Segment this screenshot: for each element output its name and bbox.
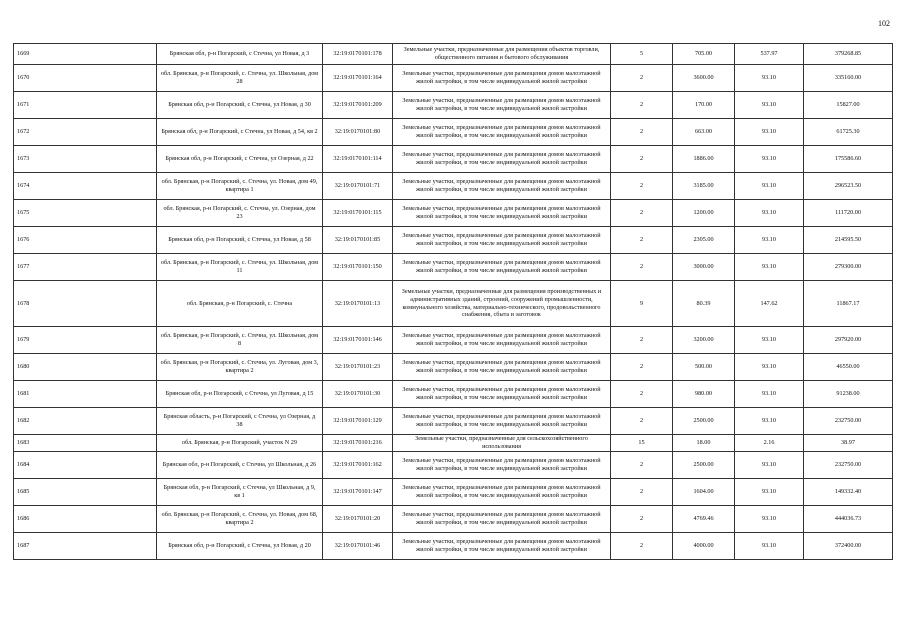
- cadastral-number-cell: 32:19:0170101:23: [323, 354, 393, 381]
- cadastral-number-cell: 32:19:0170101:46: [323, 533, 393, 560]
- area-cell: 980.00: [673, 381, 735, 408]
- specific-value-cell: 93.10: [735, 479, 804, 506]
- cadastral-number-cell: 32:19:0170101:114: [323, 146, 393, 173]
- cadastral-value-cell: 46550.00: [804, 354, 893, 381]
- cadastral-value-cell: 149332.40: [804, 479, 893, 506]
- area-cell: 4769.46: [673, 506, 735, 533]
- cadastral-number-cell: 32:19:0170101:209: [323, 92, 393, 119]
- row-number: 1687: [14, 533, 157, 560]
- row-number: 1679: [14, 327, 157, 354]
- specific-value-cell: 93.10: [735, 408, 804, 435]
- cadastral-value-cell: 175586.60: [804, 146, 893, 173]
- cadastral-value-cell: 11867.17: [804, 281, 893, 327]
- group-cell: 2: [611, 200, 673, 227]
- land-use-cell: Земельные участки, предназначенные для размещения домов малоэтажной жилой застройки, в том числе индивидуальной жилой застройки: [393, 408, 611, 435]
- table-row: [14, 200, 893, 227]
- row-number: 1673: [14, 146, 157, 173]
- area-cell: 705.00: [673, 44, 735, 65]
- specific-value-cell: 93.10: [735, 327, 804, 354]
- group-cell: 2: [611, 533, 673, 560]
- group-cell: 2: [611, 354, 673, 381]
- table-body: [14, 44, 893, 560]
- land-parcel-table: [13, 43, 892, 560]
- specific-value-cell: 93.10: [735, 119, 804, 146]
- land-use-cell: Земельные участки, предназначенные для размещения домов малоэтажной жилой застройки, в том числе индивидуальной жилой застройки: [393, 173, 611, 200]
- group-cell: 2: [611, 173, 673, 200]
- cadastral-number-cell: 32:19:0170101:80: [323, 119, 393, 146]
- specific-value-cell: 93.10: [735, 452, 804, 479]
- area-cell: 80.39: [673, 281, 735, 327]
- land-use-cell: Земельные участки, предназначенные для размещения домов малоэтажной жилой застройки, в том числе индивидуальной жилой застройки: [393, 479, 611, 506]
- table-row: [14, 435, 893, 452]
- table-row: [14, 119, 893, 146]
- group-cell: 2: [611, 146, 673, 173]
- table-row: [14, 227, 893, 254]
- cadastral-value-cell: 214595.50: [804, 227, 893, 254]
- address-cell: Брянская обл, р-н Погарский, с Стечна, ул Луговая, д 15: [157, 381, 323, 408]
- group-cell: 2: [611, 408, 673, 435]
- cadastral-number-cell: 32:19:0170101:30: [323, 381, 393, 408]
- row-number: 1669: [14, 44, 157, 65]
- row-number: 1685: [14, 479, 157, 506]
- land-use-cell: Земельные участки, предназначенные для размещения домов малоэтажной жилой застройки, в том числе индивидуальной жилой застройки: [393, 452, 611, 479]
- land-use-cell: Земельные участки, предназначенные для размещения домов малоэтажной жилой застройки, в том числе индивидуальной жилой застройки: [393, 200, 611, 227]
- address-cell: обл. Брянская, р-н Погарский, с. Стечна, ул. Новая, дом 49, квартира 1: [157, 173, 323, 200]
- group-cell: 15: [611, 435, 673, 452]
- table-row: [14, 327, 893, 354]
- cadastral-value-cell: 279300.00: [804, 254, 893, 281]
- cadastral-value-cell: 111720.00: [804, 200, 893, 227]
- address-cell: Брянская обл, р-н Погарский, с Стечна, ул Озерная, д 22: [157, 146, 323, 173]
- cadastral-number-cell: 32:19:0170101:150: [323, 254, 393, 281]
- table-row: [14, 146, 893, 173]
- cadastral-value-cell: 372400.00: [804, 533, 893, 560]
- cadastral-value-cell: 296523.50: [804, 173, 893, 200]
- specific-value-cell: 93.10: [735, 65, 804, 92]
- address-cell: Брянская обл, р-н Погарский, с Стечна, ул Школьная, д 26: [157, 452, 323, 479]
- table-row: [14, 281, 893, 327]
- table-row: [14, 479, 893, 506]
- address-cell: Брянская область, р-н Погарский, с Стечна, ул Озерная, д 38: [157, 408, 323, 435]
- land-use-cell: Земельные участки, предназначенные для размещения домов малоэтажной жилой застройки, в том числе индивидуальной жилой застройки: [393, 327, 611, 354]
- area-cell: 500.00: [673, 354, 735, 381]
- table-row: [14, 354, 893, 381]
- specific-value-cell: 93.10: [735, 533, 804, 560]
- group-cell: 9: [611, 281, 673, 327]
- cadastral-value-cell: 297920.00: [804, 327, 893, 354]
- cadastral-value-cell: 91238.00: [804, 381, 893, 408]
- area-cell: 3200.00: [673, 327, 735, 354]
- specific-value-cell: 537.97: [735, 44, 804, 65]
- table-row: [14, 408, 893, 435]
- group-cell: 2: [611, 479, 673, 506]
- land-use-cell: Земельные участки, предназначенные для размещения домов малоэтажной жилой застройки, в том числе индивидуальной жилой застройки: [393, 92, 611, 119]
- cadastral-number-cell: 32:19:0170101:129: [323, 408, 393, 435]
- area-cell: 3600.00: [673, 65, 735, 92]
- cadastral-value-cell: 379268.85: [804, 44, 893, 65]
- cadastral-value-cell: 232750.00: [804, 408, 893, 435]
- address-cell: обл. Брянская, р-н Погарский, с. Стечна: [157, 281, 323, 327]
- land-use-cell: Земельные участки, предназначенные для размещения производственных и административных зданий, строений, сооружений промышленности, коммунального хозяйства, материально-технического, продовольственного снабжения, сбыта и заготовок: [393, 281, 611, 327]
- area-cell: 1200.00: [673, 200, 735, 227]
- group-cell: 2: [611, 506, 673, 533]
- row-number: 1686: [14, 506, 157, 533]
- group-cell: 2: [611, 452, 673, 479]
- table-row: [14, 254, 893, 281]
- group-cell: 5: [611, 44, 673, 65]
- area-cell: 3000.00: [673, 254, 735, 281]
- specific-value-cell: 93.10: [735, 254, 804, 281]
- row-number: 1681: [14, 381, 157, 408]
- table: [13, 43, 893, 560]
- page-number: 102: [878, 19, 890, 28]
- area-cell: 1604.00: [673, 479, 735, 506]
- specific-value-cell: 93.10: [735, 506, 804, 533]
- cadastral-number-cell: 32:19:0170101:85: [323, 227, 393, 254]
- specific-value-cell: 93.10: [735, 354, 804, 381]
- cadastral-number-cell: 32:19:0170101:216: [323, 435, 393, 452]
- land-use-cell: Земельные участки, предназначенные для размещения домов малоэтажной жилой застройки, в том числе индивидуальной жилой застройки: [393, 506, 611, 533]
- land-use-cell: Земельные участки, предназначенные для размещения домов малоэтажной жилой застройки, в том числе индивидуальной жилой застройки: [393, 254, 611, 281]
- cadastral-value-cell: 232750.00: [804, 452, 893, 479]
- address-cell: обл. Брянская, р-н Погарский, с. Стечна, ул. Луговая, дом 3, квартира 2: [157, 354, 323, 381]
- table-row: [14, 533, 893, 560]
- cadastral-value-cell: 444036.73: [804, 506, 893, 533]
- table-row: [14, 44, 893, 65]
- cadastral-value-cell: 38.97: [804, 435, 893, 452]
- row-number: 1683: [14, 435, 157, 452]
- specific-value-cell: 2.16: [735, 435, 804, 452]
- table-row: [14, 173, 893, 200]
- specific-value-cell: 93.10: [735, 173, 804, 200]
- area-cell: 2500.00: [673, 408, 735, 435]
- area-cell: 3185.00: [673, 173, 735, 200]
- address-cell: обл. Брянская, р-н Погарский, с. Стечна, ул. Школьная, дом 8: [157, 327, 323, 354]
- land-use-cell: Земельные участки, предназначенные для размещения домов малоэтажной жилой застройки, в том числе индивидуальной жилой застройки: [393, 354, 611, 381]
- cadastral-number-cell: 32:19:0170101:115: [323, 200, 393, 227]
- area-cell: 2305.00: [673, 227, 735, 254]
- group-cell: 2: [611, 119, 673, 146]
- land-use-cell: Земельные участки, предназначенные для размещения домов малоэтажной жилой застройки, в том числе индивидуальной жилой застройки: [393, 146, 611, 173]
- specific-value-cell: 93.10: [735, 146, 804, 173]
- table-row: [14, 65, 893, 92]
- group-cell: 2: [611, 65, 673, 92]
- table-row: [14, 452, 893, 479]
- group-cell: 2: [611, 227, 673, 254]
- table-row: [14, 381, 893, 408]
- land-use-cell: Земельные участки, предназначенные для сельскохозяйственного использования: [393, 435, 611, 452]
- address-cell: Брянская обл, р-н Погарский, с Стечна, ул Новая, д 54, кв 2: [157, 119, 323, 146]
- land-use-cell: Земельные участки, предназначенные для размещения объектов торговли, общественного питания и бытового обслуживания: [393, 44, 611, 65]
- row-number: 1670: [14, 65, 157, 92]
- row-number: 1671: [14, 92, 157, 119]
- row-number: 1677: [14, 254, 157, 281]
- address-cell: обл. Брянская, р-н Погарский, с. Стечна, ул. Школьная, дом 28: [157, 65, 323, 92]
- land-use-cell: Земельные участки, предназначенные для размещения домов малоэтажной жилой застройки, в том числе индивидуальной жилой застройки: [393, 381, 611, 408]
- table-row: [14, 506, 893, 533]
- specific-value-cell: 93.10: [735, 381, 804, 408]
- row-number: 1684: [14, 452, 157, 479]
- specific-value-cell: 93.10: [735, 92, 804, 119]
- cadastral-value-cell: 335160.00: [804, 65, 893, 92]
- land-use-cell: Земельные участки, предназначенные для размещения домов малоэтажной жилой застройки, в том числе индивидуальной жилой застройки: [393, 119, 611, 146]
- area-cell: 1886.00: [673, 146, 735, 173]
- row-number: 1682: [14, 408, 157, 435]
- address-cell: обл. Брянская, р-н Погарский, участок N 29: [157, 435, 323, 452]
- area-cell: 2500.00: [673, 452, 735, 479]
- address-cell: Брянская обл, р-н Погарский, с Стечна, ул Новая, д 3: [157, 44, 323, 65]
- cadastral-number-cell: 32:19:0170101:71: [323, 173, 393, 200]
- specific-value-cell: 93.10: [735, 227, 804, 254]
- specific-value-cell: 147.62: [735, 281, 804, 327]
- row-number: 1675: [14, 200, 157, 227]
- area-cell: 18.00: [673, 435, 735, 452]
- address-cell: обл. Брянская, р-н Погарский, с. Стечна, ул. Школьная, дом 11: [157, 254, 323, 281]
- cadastral-number-cell: 32:19:0170101:20: [323, 506, 393, 533]
- cadastral-number-cell: 32:19:0170101:178: [323, 44, 393, 65]
- address-cell: Брянская обл, р-н Погарский, с Стечна, ул Новая, д 20: [157, 533, 323, 560]
- cadastral-number-cell: 32:19:0170101:147: [323, 479, 393, 506]
- cadastral-number-cell: 32:19:0170101:164: [323, 65, 393, 92]
- area-cell: 170.00: [673, 92, 735, 119]
- land-use-cell: Земельные участки, предназначенные для размещения домов малоэтажной жилой застройки, в том числе индивидуальной жилой застройки: [393, 65, 611, 92]
- group-cell: 2: [611, 92, 673, 119]
- row-number: 1674: [14, 173, 157, 200]
- row-number: 1672: [14, 119, 157, 146]
- address-cell: обл. Брянская, р-н Погарский, с. Стечна, ул. Озерная, дом 23: [157, 200, 323, 227]
- cadastral-value-cell: 61725.30: [804, 119, 893, 146]
- row-number: 1676: [14, 227, 157, 254]
- area-cell: 663.00: [673, 119, 735, 146]
- address-cell: Брянская обл, р-н Погарский, с Стечна, ул Новая, д 58: [157, 227, 323, 254]
- group-cell: 2: [611, 381, 673, 408]
- row-number: 1678: [14, 281, 157, 327]
- land-use-cell: Земельные участки, предназначенные для размещения домов малоэтажной жилой застройки, в том числе индивидуальной жилой застройки: [393, 227, 611, 254]
- address-cell: Брянская обл, р-н Погарский, с Стечна, ул Новая, д 30: [157, 92, 323, 119]
- cadastral-number-cell: 32:19:0170101:13: [323, 281, 393, 327]
- land-use-cell: Земельные участки, предназначенные для размещения домов малоэтажной жилой застройки, в том числе индивидуальной жилой застройки: [393, 533, 611, 560]
- specific-value-cell: 93.10: [735, 200, 804, 227]
- address-cell: обл. Брянская, р-н Погарский, с. Стечна, ул. Новая, дом 68, квартира 2: [157, 506, 323, 533]
- table-row: [14, 92, 893, 119]
- cadastral-number-cell: 32:19:0170101:162: [323, 452, 393, 479]
- row-number: 1680: [14, 354, 157, 381]
- group-cell: 2: [611, 327, 673, 354]
- cadastral-value-cell: 15827.00: [804, 92, 893, 119]
- group-cell: 2: [611, 254, 673, 281]
- area-cell: 4000.00: [673, 533, 735, 560]
- address-cell: Брянская обл, р-н Погарский, с Стечна, ул Школьная, д 9, кв 1: [157, 479, 323, 506]
- cadastral-number-cell: 32:19:0170101:146: [323, 327, 393, 354]
